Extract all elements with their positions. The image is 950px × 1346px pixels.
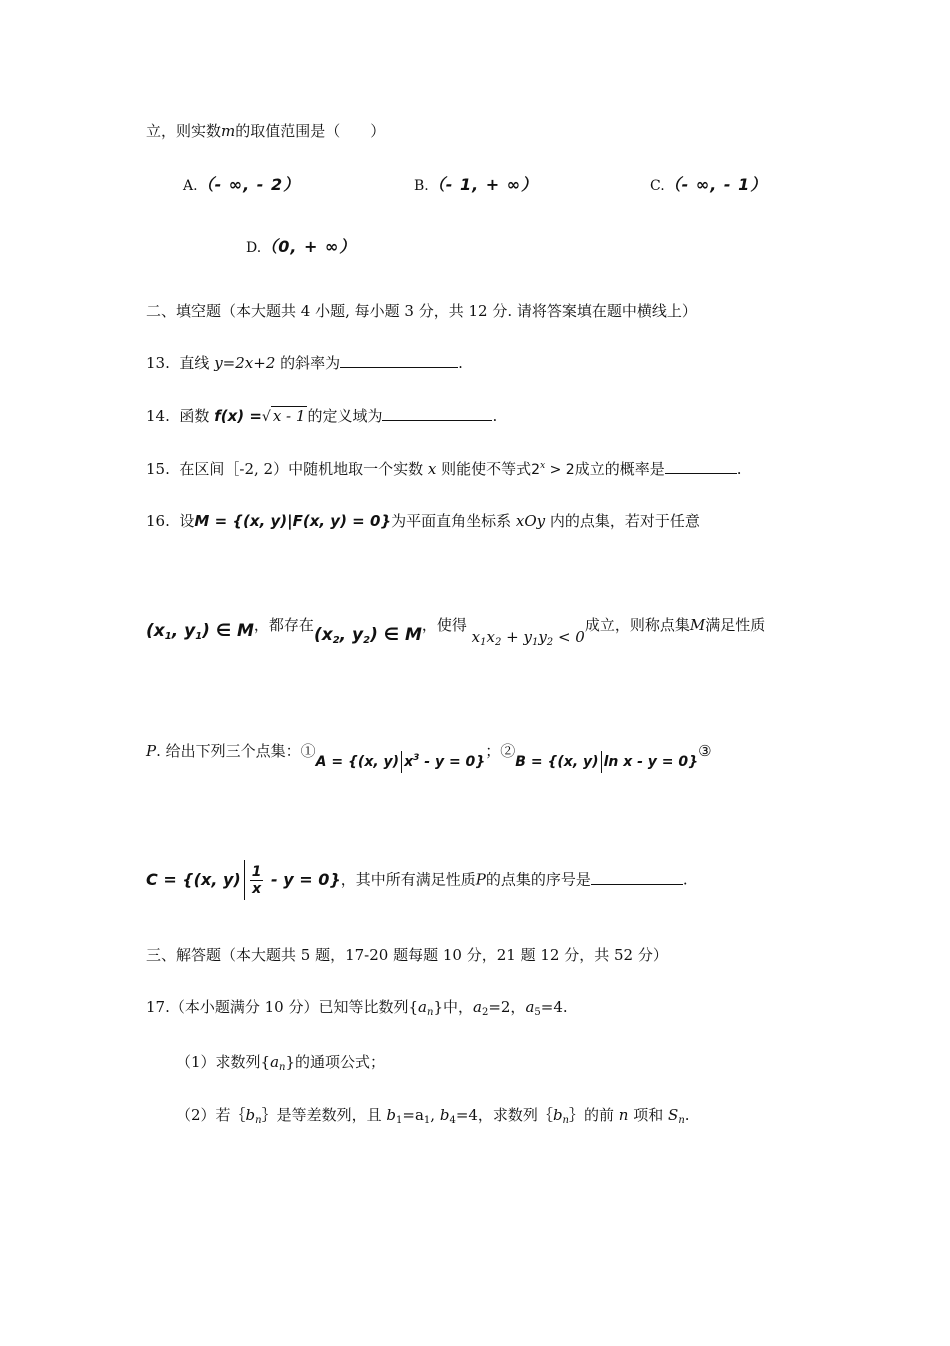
answer-blank[interactable] bbox=[665, 459, 737, 474]
question-17-part-2: （2）若$\{b_n\}$是等差数列，且 $b_1=a_1$, $b_4=4$，求数列$\{b_n\}$的前 n 项和 $S_n$. bbox=[176, 1106, 690, 1126]
question-16-line-2: ($x_1$, $y_1$) ∈ M，都存在($x_2$, $y_2$) ∈ M，使得 $x_1x_2 + y_1y_2 < 0$成立，则称点集M满足性质 bbox=[146, 616, 766, 648]
question-13: 13. 直线 y=2x+2 的斜率为 . bbox=[146, 354, 463, 372]
question-17-part-1: （1）求数列$\{a_n\}$的通项公式； bbox=[176, 1053, 386, 1073]
question-16: 16. 设M = {(x, y)|F(x, y) = 0}为平面直角坐标系 xOy 内的点集，若对于任意 bbox=[146, 512, 700, 530]
question-16-line-3: P. 给出下列三个点集：①A = {(x, y) $x^3 - y = 0$}；②B = {(x, y) ln x - y = 0}③ bbox=[146, 740, 712, 773]
question-15: 15. 在区间［-2, 2）中随机地取一个实数 x 则能使不等式$2^x > 2$成立的概率是 . bbox=[146, 460, 742, 478]
q12-option-a: A.（- ∞, - 2） bbox=[183, 175, 301, 194]
answer-blank[interactable] bbox=[382, 406, 492, 421]
question-14: 14. 函数 f(x) =√ x - 1 的定义域为 . bbox=[146, 407, 498, 425]
q12-option-d: D.（0, + ∞） bbox=[246, 237, 357, 256]
q12-option-c: C.（- ∞, - 1） bbox=[650, 175, 768, 194]
q12-stem: 立，则实数m的取值范围是（ ） bbox=[146, 122, 386, 140]
answer-blank[interactable] bbox=[591, 870, 683, 885]
question-16-line-4: C = {(x, y) $\frac{1}{x}$ - y = 0}，其中所有满足性质P的点集的序号是 . bbox=[146, 860, 688, 900]
section-2-heading: 二、填空题（本大题共 4 小题, 每小题 3 分，共 12 分. 请将答案填在题中横线上） bbox=[146, 302, 697, 320]
answer-blank[interactable] bbox=[340, 353, 458, 368]
section-3-heading: 三、解答题（本大题共 5 题，17-20 题每题 10 分，21 题 12 分，共 52 分） bbox=[146, 946, 668, 964]
question-17: 17.（本小题满分 10 分）已知等比数列$\{a_n\}$中，$a_2=2$，$a_5=4$. bbox=[146, 998, 568, 1018]
q12-option-b: B.（- 1, + ∞） bbox=[414, 175, 539, 194]
